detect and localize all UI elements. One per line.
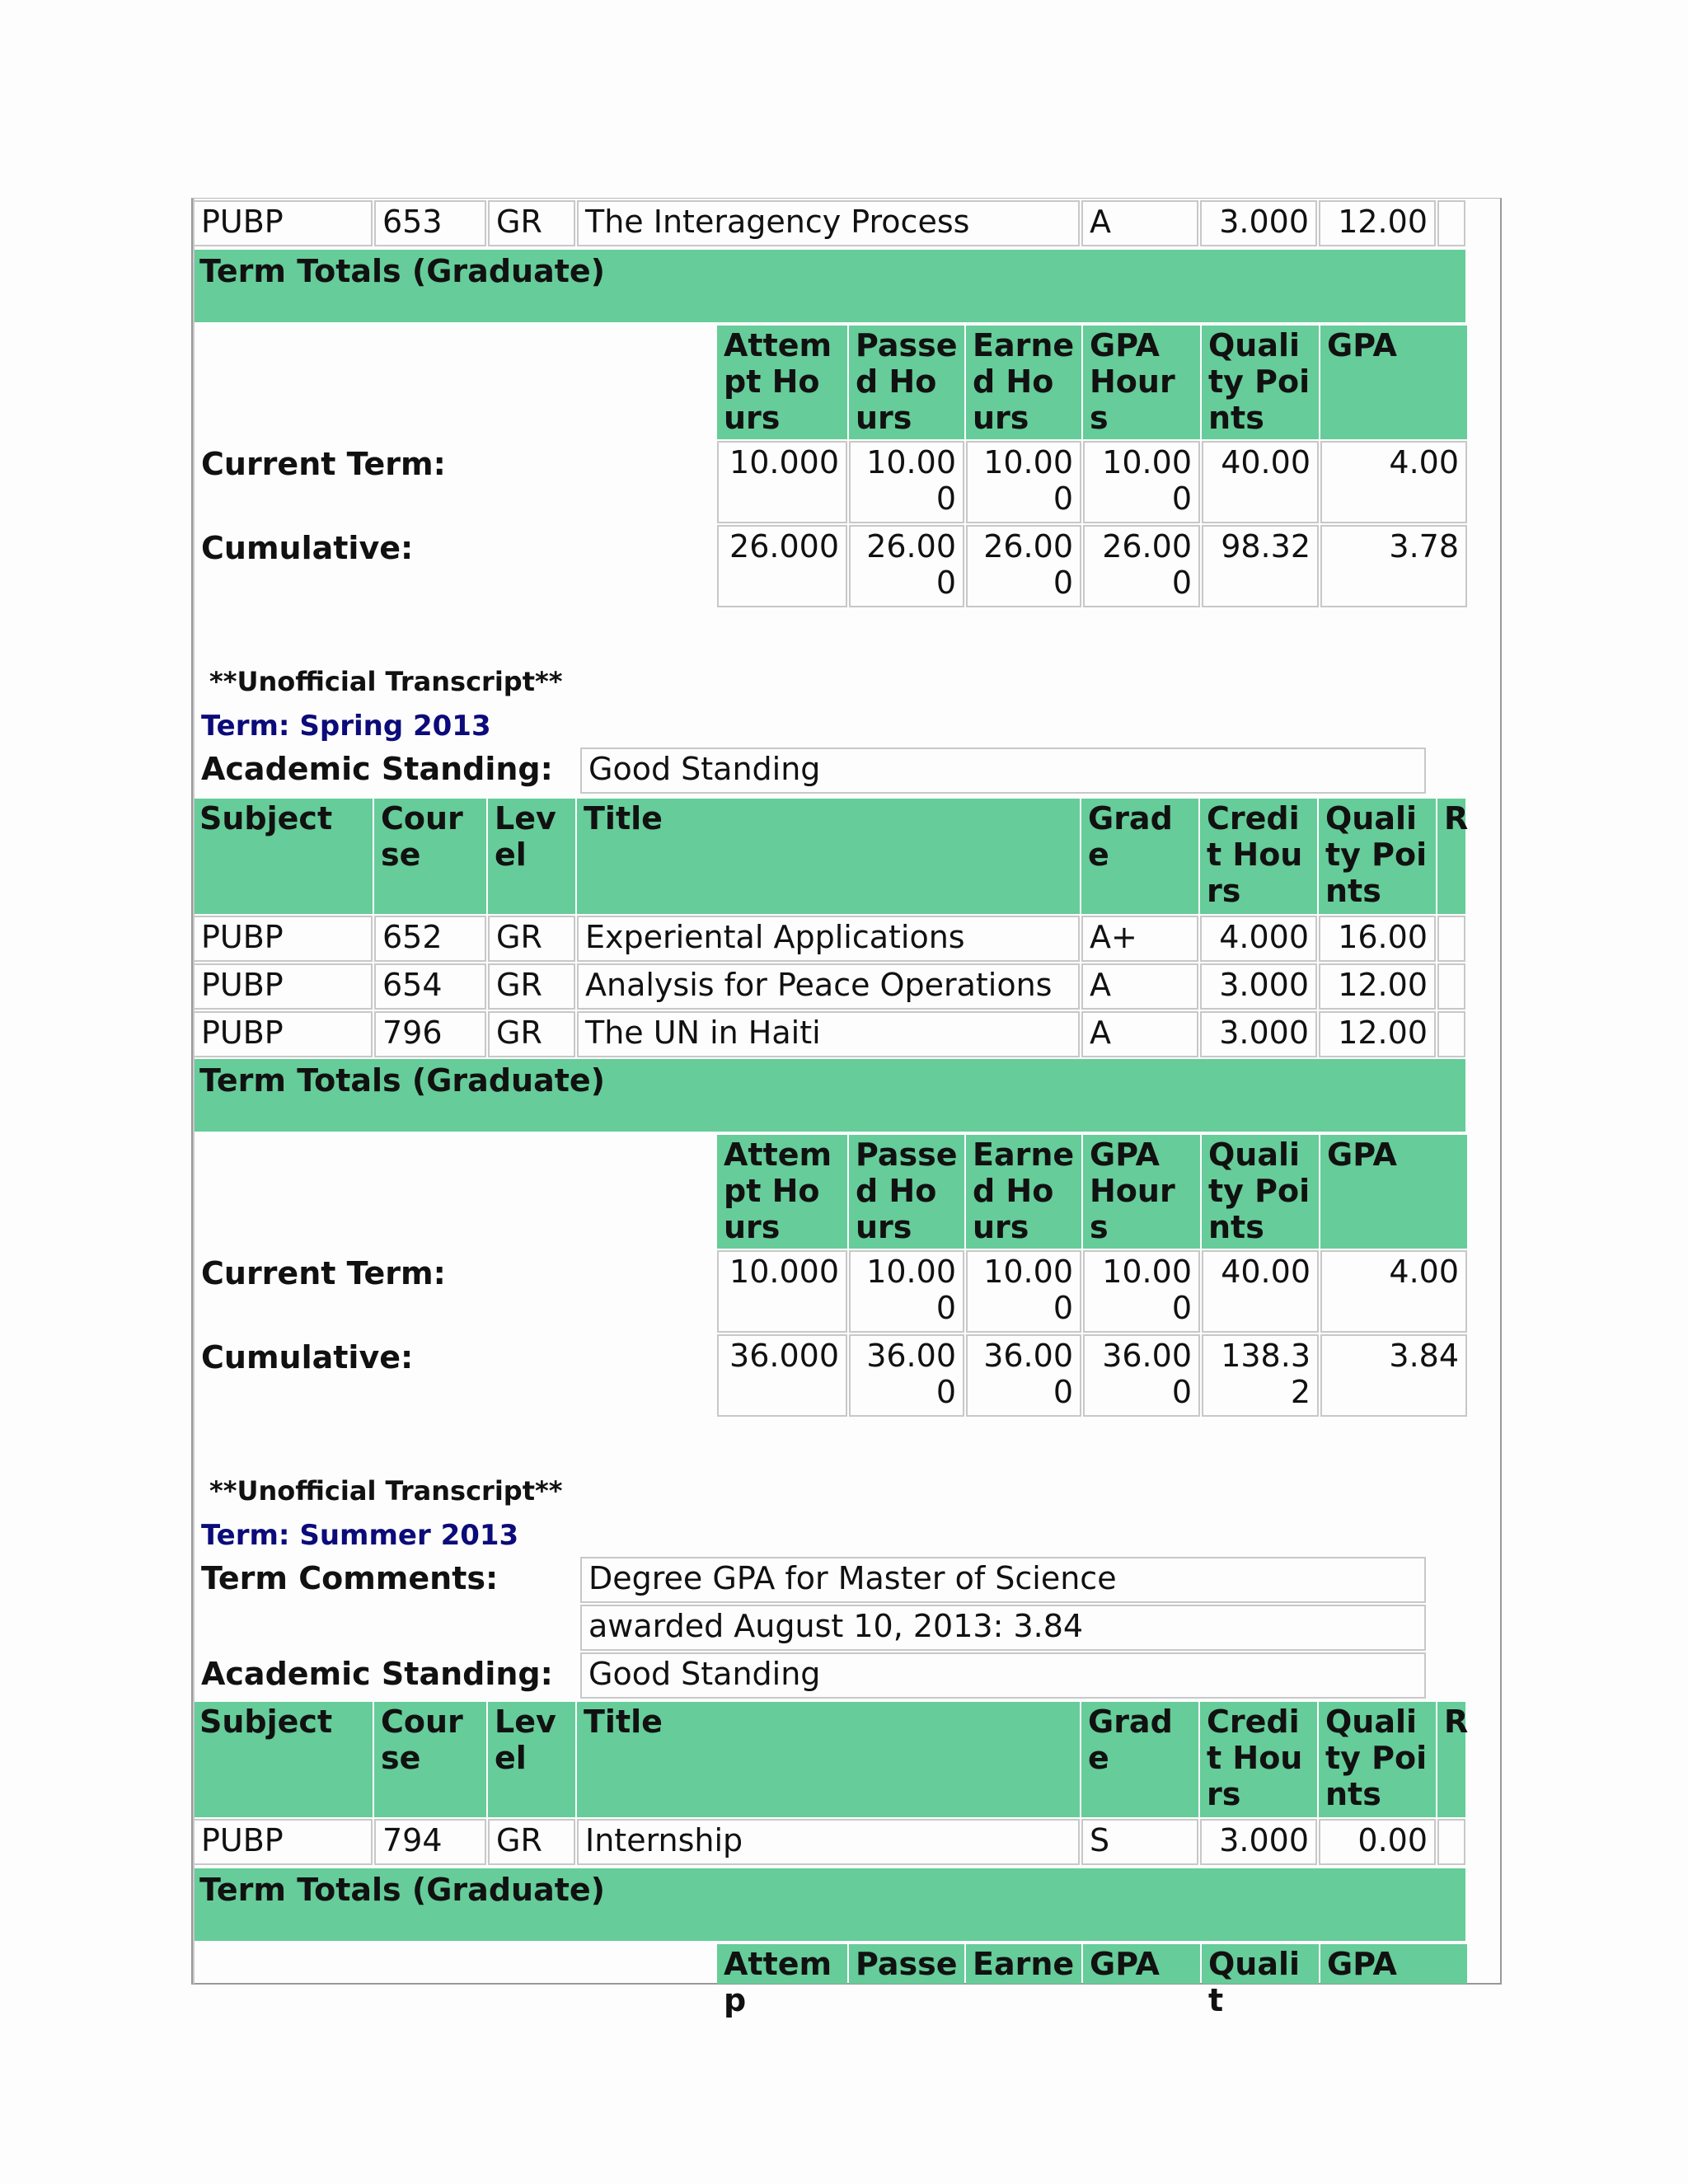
cumulative-value-0: 36.000: [717, 1334, 847, 1417]
course-credit-cell: 3.000: [1200, 1819, 1317, 1865]
current-value-4: 40.00: [1202, 441, 1319, 523]
course-r-cell: [1437, 963, 1465, 1010]
course-header-4: Grade: [1081, 799, 1198, 914]
cumulative-value-3: 26.000: [1083, 525, 1200, 607]
cumulative-label: Cumulative:: [201, 1339, 414, 1376]
cumulative-value-1: 36.000: [849, 1334, 964, 1417]
course-grade-cell: A: [1081, 1011, 1198, 1057]
totals-header-1: Passe: [849, 1944, 964, 1984]
course-level-cell: GR: [488, 916, 575, 962]
course-subject-cell: PUBP: [193, 200, 373, 246]
course-header-6: Quality Points: [1319, 1702, 1436, 1817]
course-r-cell: [1437, 1011, 1465, 1057]
course-title-cell: The UN in Haiti: [577, 1011, 1080, 1057]
totals-header-2: Earned Hours: [966, 326, 1081, 439]
unofficial-transcript-label: **Unofficial Transcript**: [209, 1475, 563, 1507]
totals-header-5: GPA: [1320, 1944, 1467, 1984]
course-header-2: Level: [488, 1702, 575, 1817]
course-title-cell: Experiental Applications: [577, 916, 1080, 962]
current-value-1: 10.000: [849, 441, 964, 523]
totals-header-3: GPA Hours: [1083, 326, 1200, 439]
term-heading: Term: Spring 2013: [201, 710, 491, 743]
term-heading: Term: Summer 2013: [201, 1519, 519, 1552]
academic-standing-label: Academic Standing:: [201, 1656, 553, 1692]
term-comment-line: awarded August 10, 2013: 3.84: [580, 1605, 1426, 1651]
course-quality-cell: 16.00: [1319, 916, 1436, 962]
totals-header-4: Qualit: [1202, 1944, 1319, 1984]
term-comment-line: Degree GPA for Master of Science: [580, 1557, 1426, 1603]
current-label: Current Term:: [201, 446, 446, 482]
totals-header-0: Attempt Hours: [717, 1135, 847, 1249]
course-quality-cell: 12.00: [1319, 200, 1436, 246]
totals-header-3: GPA Hours: [1083, 1135, 1200, 1249]
cumulative-label: Cumulative:: [201, 530, 414, 566]
course-credit-cell: 3.000: [1200, 1011, 1317, 1057]
cumulative-value-2: 26.000: [966, 525, 1081, 607]
totals-header-2: Earned Hours: [966, 1135, 1081, 1249]
totals-header-0: Attemp: [717, 1944, 847, 1984]
course-course-cell: 654: [374, 963, 486, 1010]
course-header-3: Title: [577, 1702, 1080, 1817]
course-level-cell: GR: [488, 200, 575, 246]
course-header-1: Course: [374, 799, 486, 914]
course-title-cell: The Interagency Process: [577, 200, 1080, 246]
course-header-0: Subject: [193, 1702, 373, 1817]
cumulative-value-4: 98.32: [1202, 525, 1319, 607]
totals-header-5: GPA: [1320, 1135, 1467, 1249]
course-header-5: Credit Hours: [1200, 799, 1317, 914]
totals-header-2: Earne: [966, 1944, 1081, 1984]
left-rule: [193, 199, 195, 1984]
course-header-4: Grade: [1081, 1702, 1198, 1817]
current-value-5: 4.00: [1320, 441, 1467, 523]
totals-header-5: GPA: [1320, 326, 1467, 439]
course-course-cell: 653: [374, 200, 486, 246]
academic-standing-value: Good Standing: [580, 1652, 1426, 1699]
cumulative-value-1: 26.000: [849, 525, 964, 607]
cumulative-value-3: 36.000: [1083, 1334, 1200, 1417]
totals-header-1: Passed Hours: [849, 326, 964, 439]
cumulative-value-2: 36.000: [966, 1334, 1081, 1417]
current-value-0: 10.000: [717, 441, 847, 523]
course-title-cell: Analysis for Peace Operations: [577, 963, 1080, 1010]
course-quality-cell: 12.00: [1319, 1011, 1436, 1057]
course-credit-cell: 3.000: [1200, 963, 1317, 1010]
course-header-2: Level: [488, 799, 575, 914]
academic-standing-label: Academic Standing:: [201, 751, 553, 787]
term-totals-band: Term Totals (Graduate): [193, 250, 1465, 322]
term-totals-band: Term Totals (Graduate): [193, 1868, 1465, 1941]
current-value-4: 40.00: [1202, 1250, 1319, 1333]
current-value-2: 10.000: [966, 1250, 1081, 1333]
course-level-cell: GR: [488, 1011, 575, 1057]
transcript-page: [191, 198, 1502, 2018]
current-value-2: 10.000: [966, 441, 1081, 523]
course-grade-cell: A: [1081, 200, 1198, 246]
course-quality-cell: 12.00: [1319, 963, 1436, 1010]
term-totals-band: Term Totals (Graduate): [193, 1059, 1465, 1132]
course-course-cell: 796: [374, 1011, 486, 1057]
course-subject-cell: PUBP: [193, 1011, 373, 1057]
current-value-5: 4.00: [1320, 1250, 1467, 1333]
course-credit-cell: 4.000: [1200, 916, 1317, 962]
course-header-0: Subject: [193, 799, 373, 914]
totals-header-4: Quality Points: [1202, 1135, 1319, 1249]
current-label: Current Term:: [201, 1255, 446, 1291]
course-grade-cell: S: [1081, 1819, 1198, 1865]
course-r-cell: [1437, 200, 1465, 246]
course-title-cell: Internship: [577, 1819, 1080, 1865]
course-subject-cell: PUBP: [193, 916, 373, 962]
cumulative-value-5: 3.78: [1320, 525, 1467, 607]
current-value-3: 10.000: [1083, 441, 1200, 523]
course-header-3: Title: [577, 799, 1080, 914]
course-course-cell: 652: [374, 916, 486, 962]
totals-header-4: Quality Points: [1202, 326, 1319, 439]
course-grade-cell: A: [1081, 963, 1198, 1010]
cumulative-value-0: 26.000: [717, 525, 847, 607]
course-level-cell: GR: [488, 1819, 575, 1865]
course-grade-cell: A+: [1081, 916, 1198, 962]
course-r-cell: [1437, 916, 1465, 962]
cumulative-value-4: 138.32: [1202, 1334, 1319, 1417]
course-subject-cell: PUBP: [193, 963, 373, 1010]
course-header-5: Credit Hours: [1200, 1702, 1317, 1817]
current-value-0: 10.000: [717, 1250, 847, 1333]
course-credit-cell: 3.000: [1200, 200, 1317, 246]
course-quality-cell: 0.00: [1319, 1819, 1436, 1865]
academic-standing-value: Good Standing: [580, 748, 1426, 794]
unofficial-transcript-label: **Unofficial Transcript**: [209, 666, 563, 697]
current-value-3: 10.000: [1083, 1250, 1200, 1333]
course-r-cell: [1437, 1819, 1465, 1865]
term-comments-label: Term Comments:: [201, 1560, 499, 1596]
totals-header-3: GPA: [1083, 1944, 1200, 1984]
current-value-1: 10.000: [849, 1250, 964, 1333]
course-subject-cell: PUBP: [193, 1819, 373, 1865]
cumulative-value-5: 3.84: [1320, 1334, 1467, 1417]
course-header-6: Quality Points: [1319, 799, 1436, 914]
course-header-1: Course: [374, 1702, 486, 1817]
course-header-7: R: [1437, 799, 1465, 914]
totals-header-0: Attempt Hours: [717, 326, 847, 439]
course-header-7: R: [1437, 1702, 1465, 1817]
course-level-cell: GR: [488, 963, 575, 1010]
totals-header-1: Passed Hours: [849, 1135, 964, 1249]
course-course-cell: 794: [374, 1819, 486, 1865]
